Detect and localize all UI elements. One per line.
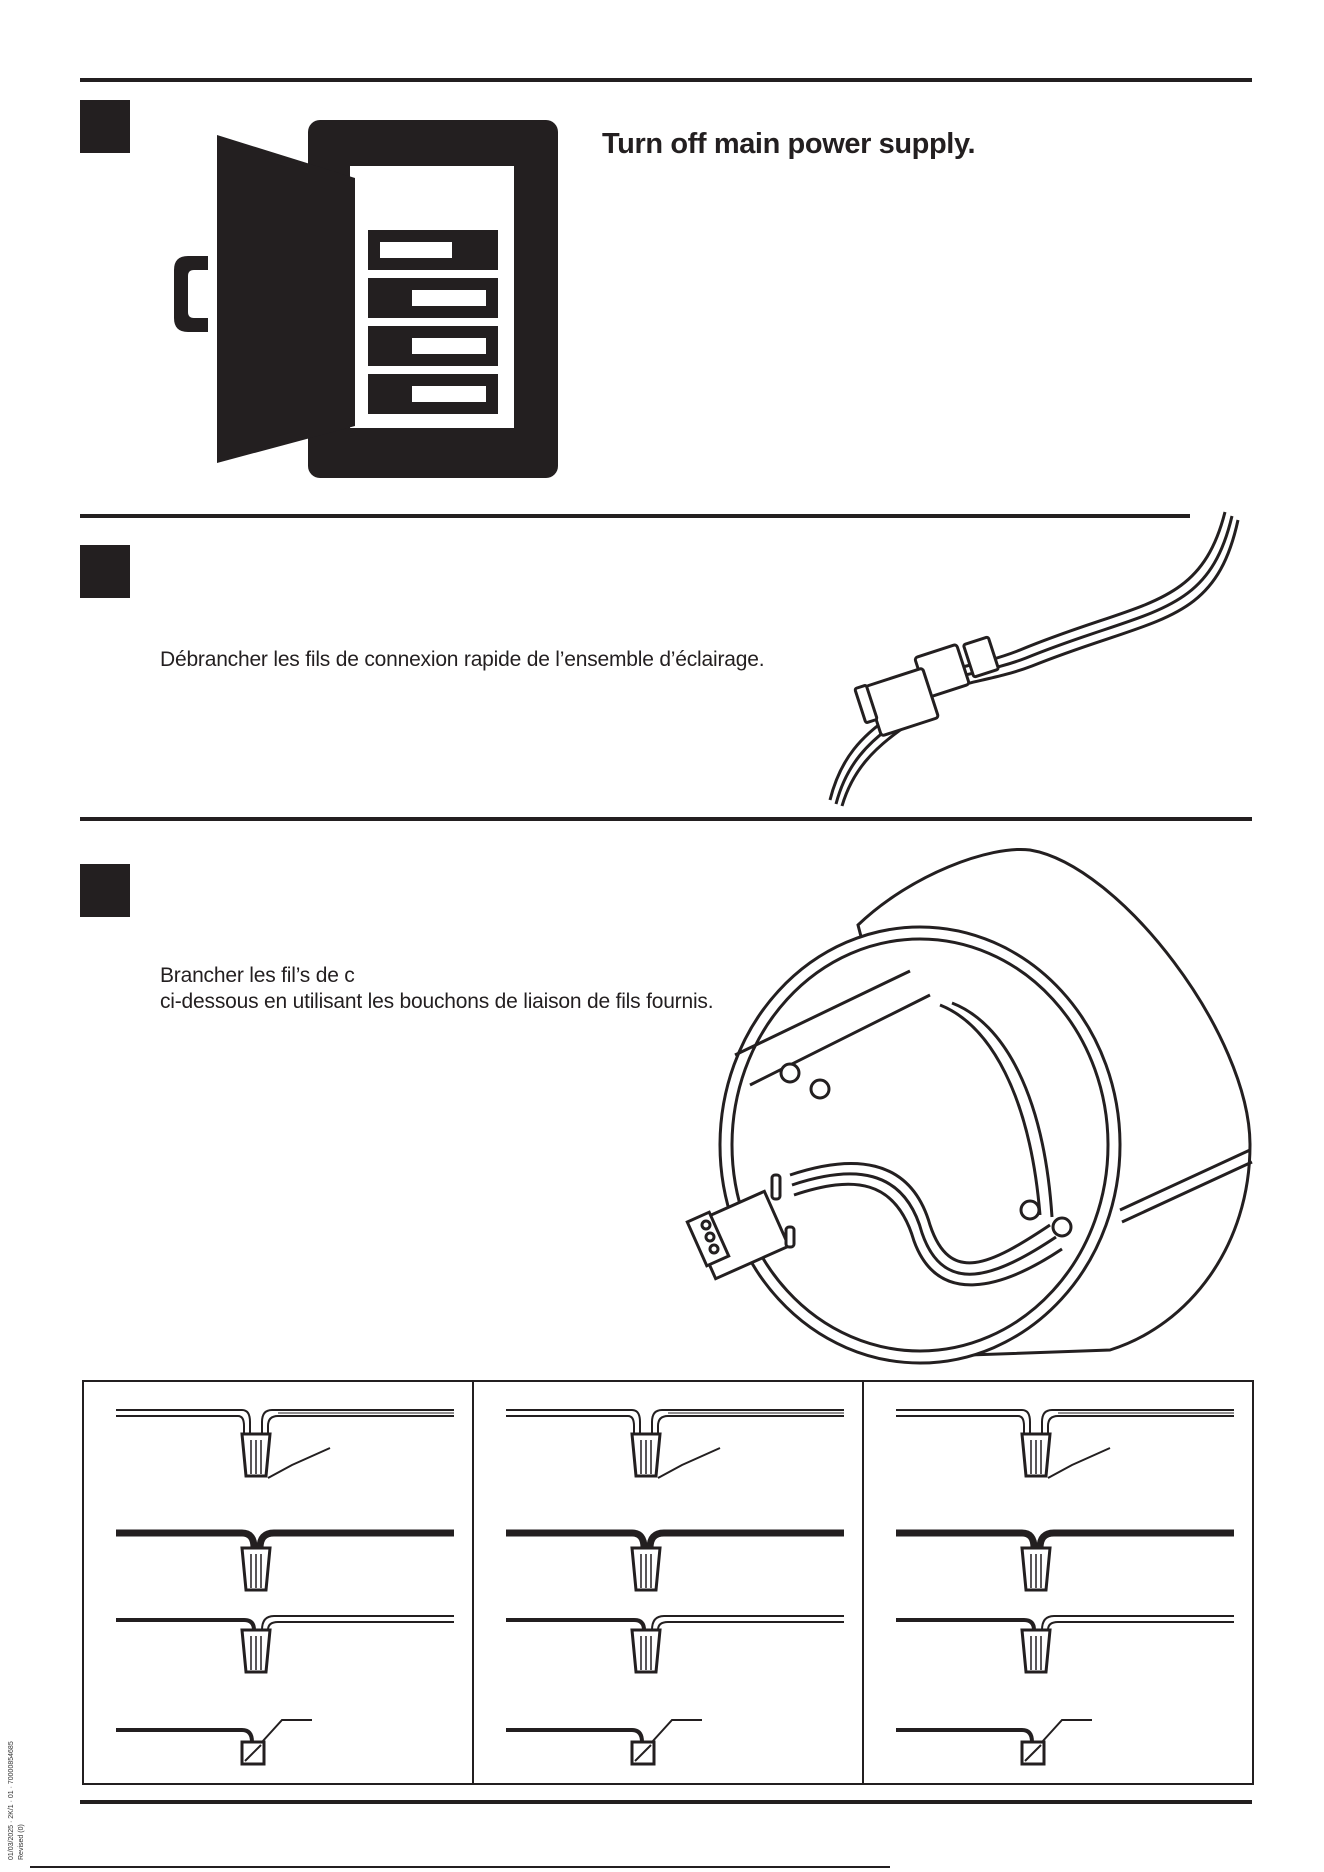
step-2-marker <box>80 545 130 598</box>
page-edge-rule <box>30 1866 890 1868</box>
top-rule <box>80 78 1252 82</box>
breaker-panel-icon <box>160 118 560 480</box>
step-3-text-line-2: ci-dessous en utilisant les bouchons de liaison de fils fournis. <box>160 990 714 1013</box>
section-rule-3 <box>80 817 1252 821</box>
bottom-rule <box>80 1800 1252 1804</box>
step-1-heading: Turn off main power supply. <box>602 128 976 160</box>
step-3-text-line-1: Brancher les fil’s de c <box>160 964 355 987</box>
recessed-housing-icon <box>690 845 1260 1365</box>
quick-connector-icon <box>820 500 1240 810</box>
step-3-marker <box>80 864 130 917</box>
footer-code-line-2: Revised (0) <box>18 1824 25 1860</box>
footer-code-line-1: 01/03/2025 · 2K/1 · 01 · 70000854685 <box>8 1741 15 1860</box>
step-1-marker <box>80 100 130 153</box>
step-2-text: Débrancher les fils de connexion rapide de l’ensemble d’éclairage. <box>160 648 765 671</box>
wiring-diagram <box>82 1380 1254 1785</box>
